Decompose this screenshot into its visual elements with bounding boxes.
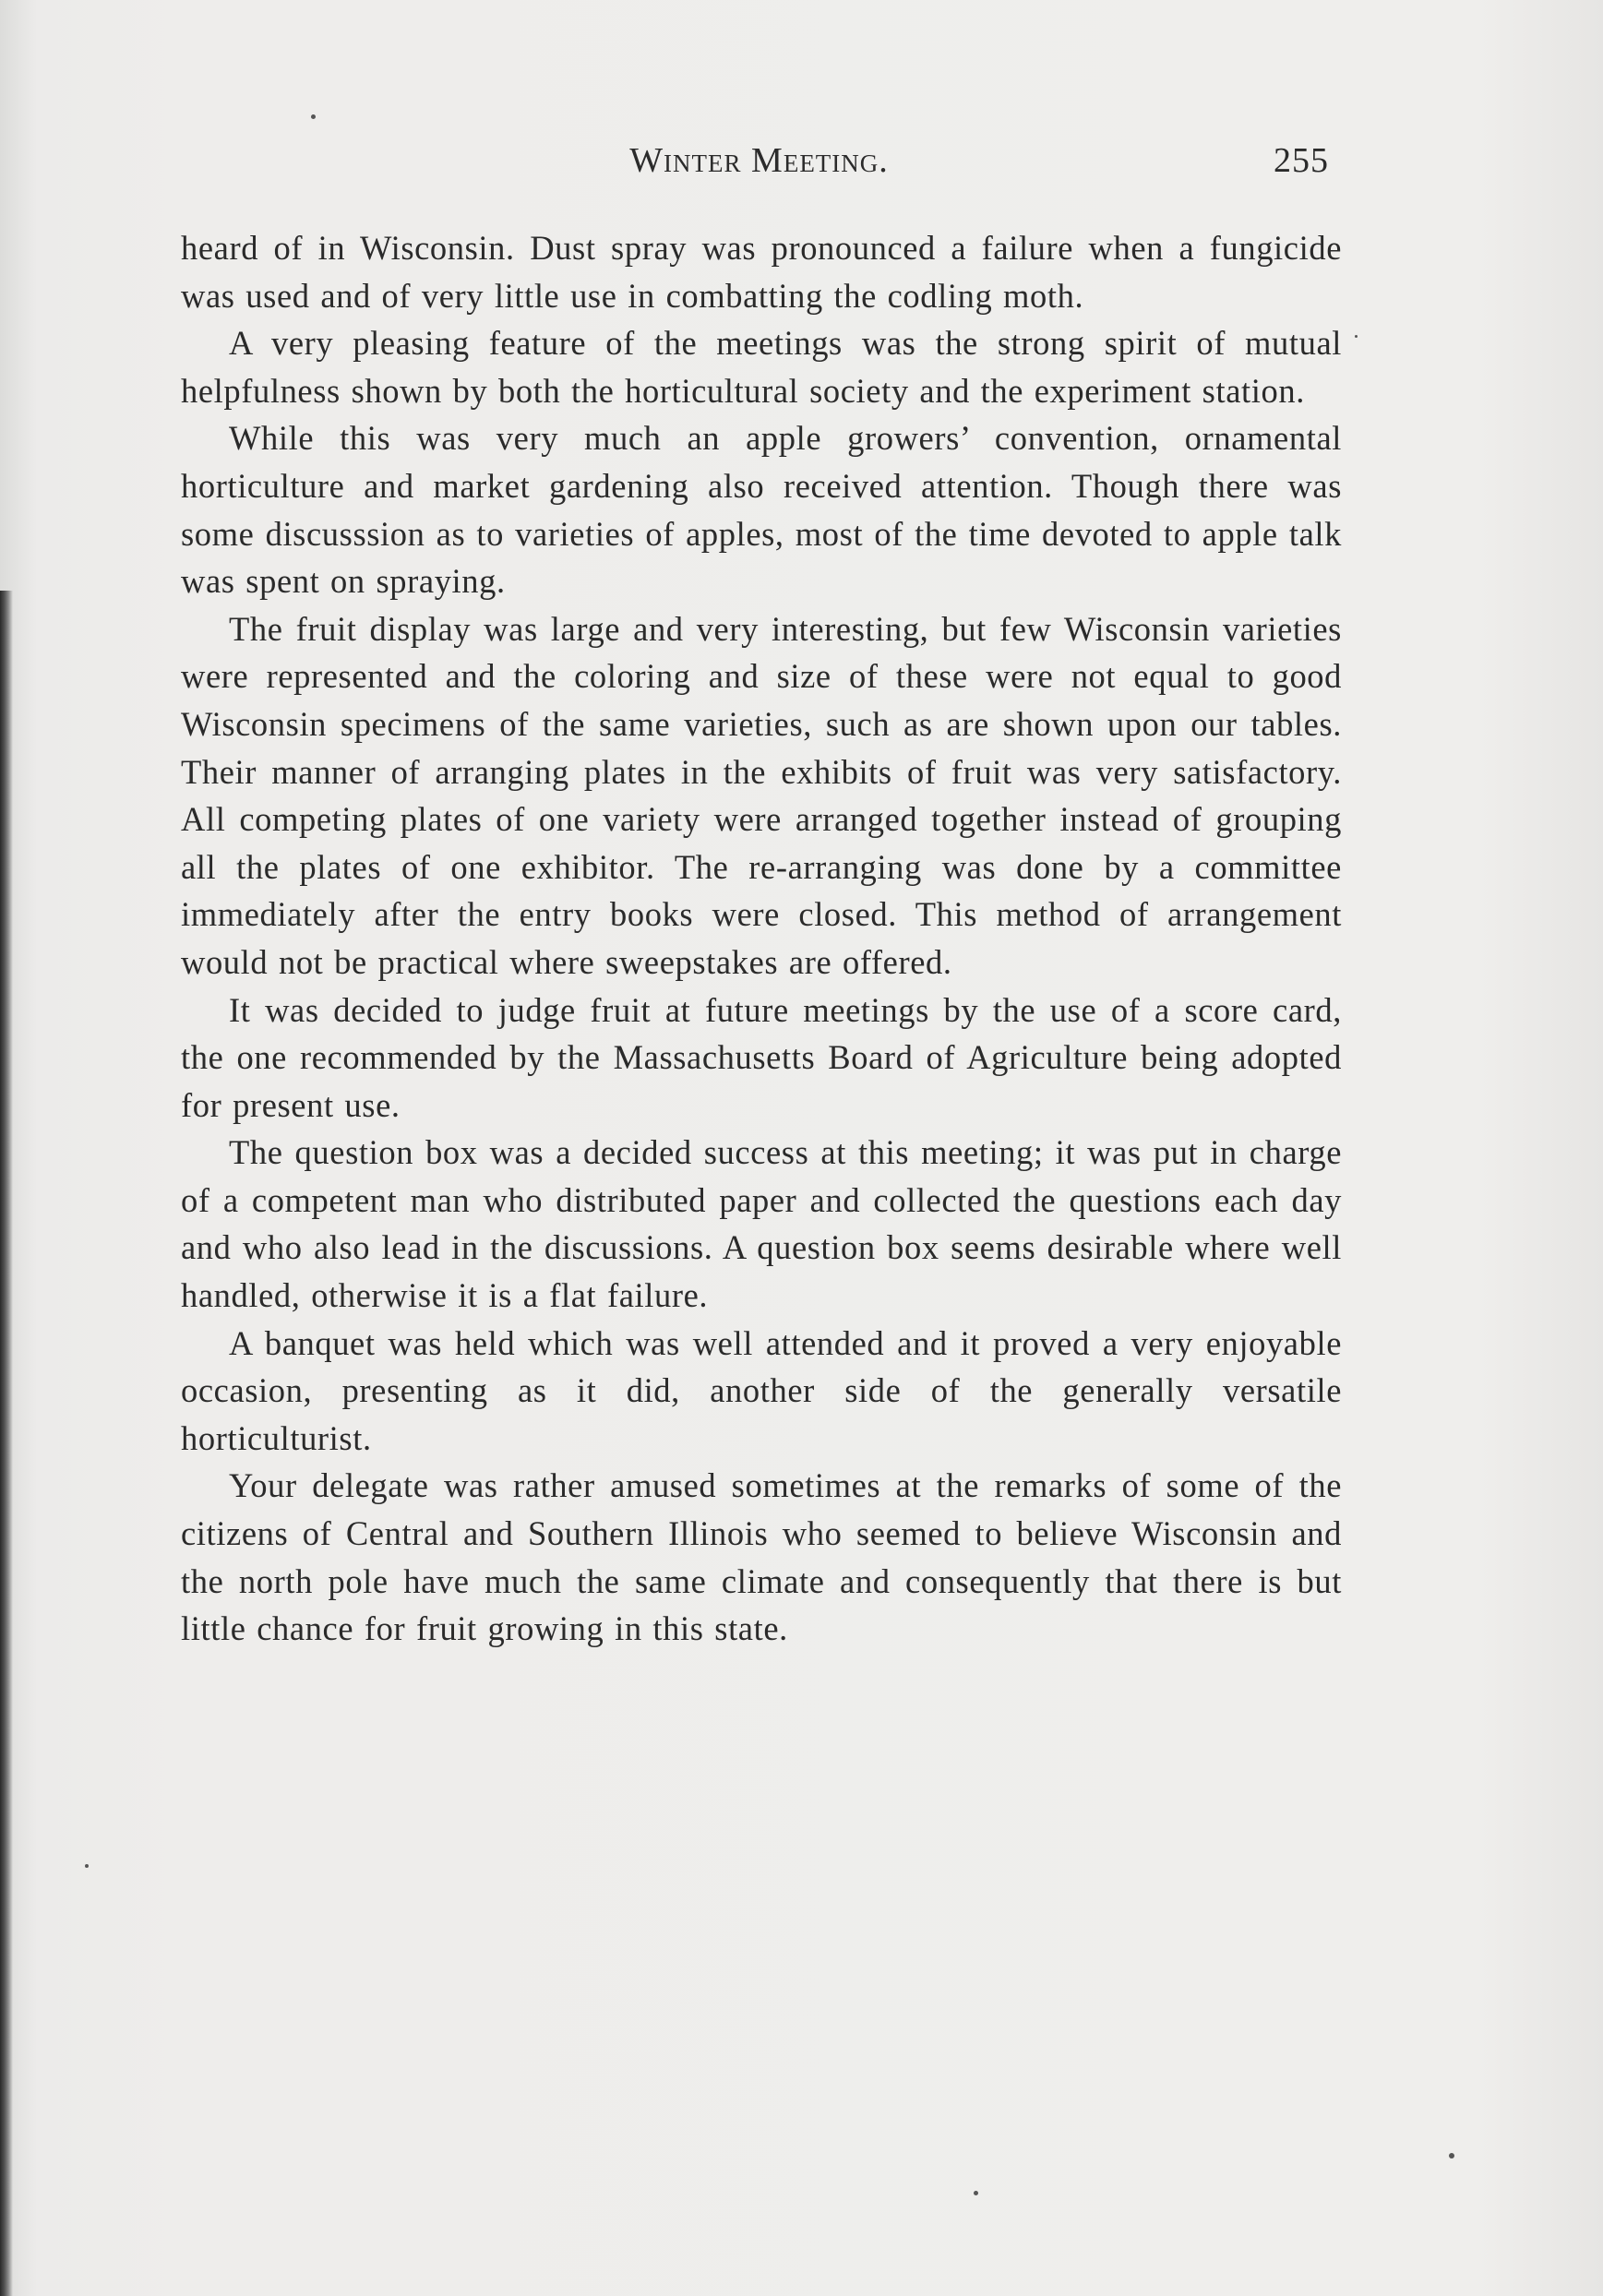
paragraph: heard of in Wisconsin. Dust spray was pronounced a failure when a fungicide was used and of very little use in combatting the codling moth. xyxy=(181,229,1342,315)
paragraph: A very pleasing feature of the meetings was the strong spirit of mutual helpfulness shown by both the horticultural society and the experiment station. xyxy=(181,324,1342,410)
dust-speck xyxy=(974,2191,978,2195)
paragraph: The question box was a decided success at this meeting; it was put in charge of a competent man who distributed paper and collected the questions each day and who also lead in the discussions. A question box seems desirable where well handled, otherwise it is a flat failure. xyxy=(181,1133,1342,1315)
paragraph: A banquet was held which was well attended and it proved a very enjoyable occasion, presenting as it did, another side of the generally versatile horticulturist. xyxy=(181,1323,1342,1457)
dust-speck xyxy=(1355,335,1358,338)
paragraph: The fruit display was large and very interesting, but few Wisconsin varieties were represented and the coloring and size of these were not equal to good Wisconsin specimens of the same varieties, such as are shown upon our tables. Their manner of arranging plates in the exhibits of fruit was very satisfactory. All competing plates of one variety were arranged together instead of grouping all the plates of one exhibitor. The re-arranging was done by a committee immediately after the entry books were closed. This method of arrangement would not be practical where sweepstakes are offered. xyxy=(181,609,1342,981)
body-text xyxy=(181,224,1342,1653)
paragraph: While this was very much an apple growers’ convention, ornamental horticulture and market gardening also received attention. Though there was some discusssion as to varieties of apples, most of the time devoted to apple talk was spent on spraying. xyxy=(181,419,1342,601)
running-title: Winter Meeting. xyxy=(629,141,889,180)
paragraph: It was decided to judge fruit at future meetings by the use of a score card, the one recommended by the Massachusetts Board of Agriculture being adopted for present use. xyxy=(181,990,1342,1124)
page-number: 255 xyxy=(1274,141,1329,180)
dust-speck xyxy=(1449,2153,1454,2158)
paragraph: Your delegate was rather amused sometimes at the remarks of some of the citizens of Central and Southern Illinois who seemed to believe Wisconsin and the north pole have much the same climate and consequently that there is but little chance for fruit growing in this state. xyxy=(181,1466,1342,1648)
running-head xyxy=(189,140,1329,192)
binding-edge xyxy=(0,591,13,2296)
dust-speck xyxy=(85,1864,89,1868)
dust-speck xyxy=(311,114,316,119)
